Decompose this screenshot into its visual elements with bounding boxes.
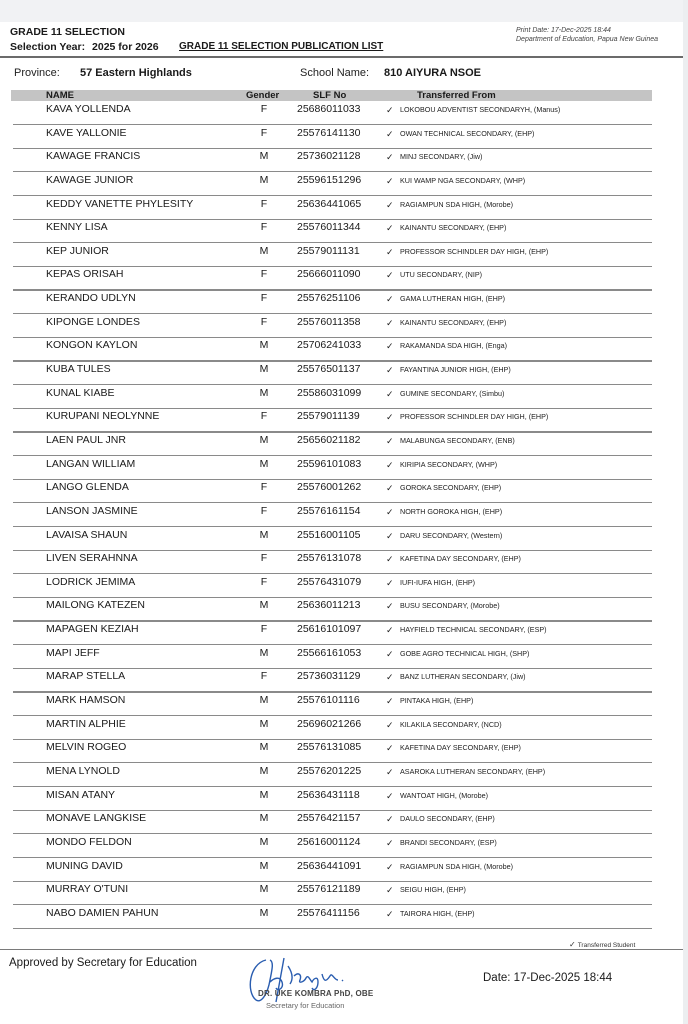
check-icon: ✓ [386, 175, 394, 186]
student-gender: M [259, 173, 269, 186]
student-name: LANGAN WILLIAM [46, 457, 136, 470]
student-name: MURRAY O'TUNI [46, 883, 129, 896]
student-gender: M [259, 812, 269, 825]
transferred-from: TAIRORA HIGH, (EHP) [400, 908, 475, 918]
province-value: 57 Eastern Highlands [80, 67, 192, 79]
table-row [0, 432, 683, 456]
student-gender: M [259, 599, 269, 612]
student-gender: F [260, 268, 268, 281]
viewer-edge [683, 0, 688, 1024]
student-slf-number: 25516001105 [297, 528, 361, 541]
transferred-from: MALABUNGA SECONDARY, (ENB) [400, 435, 515, 445]
check-icon: ✓ [386, 885, 394, 896]
transferred-from: BRANDI SECONDARY, (ESP) [400, 837, 497, 847]
school-label: School Name: [300, 67, 370, 79]
student-gender: M [259, 363, 269, 376]
school-value: 810 AIYURA NSOE [384, 67, 481, 79]
legend [569, 940, 635, 949]
column-header-name: NAME [46, 90, 74, 101]
student-gender: M [259, 835, 269, 848]
transferred-from: KAINANTU SECONDARY, (EHP) [400, 317, 507, 327]
student-slf-number: 25576011358 [297, 315, 361, 328]
table-row [0, 314, 683, 338]
check-icon: ✓ [386, 837, 394, 848]
table-row [0, 125, 683, 149]
student-slf-number: 25586031099 [297, 386, 362, 399]
check-icon: ✓ [386, 246, 394, 257]
check-icon: ✓ [386, 459, 394, 470]
transferred-from: WANTOAT HIGH, (Morobe) [400, 790, 488, 800]
check-icon: ✓ [386, 270, 394, 281]
student-name: KEPAS ORISAH [46, 268, 124, 281]
student-gender: M [259, 150, 269, 163]
transferred-from: RAKAMANDA SDA HIGH, (Enga) [400, 341, 508, 351]
student-name: KIPONGE LONDES [46, 315, 140, 328]
student-name: KENNY LISA [46, 221, 108, 234]
transferred-from: UTU SECONDARY, (NIP) [400, 270, 483, 280]
student-gender: M [259, 788, 269, 801]
table-row [0, 503, 683, 527]
student-name: LIVEN SERAHNNA [46, 552, 138, 565]
transferred-from: LOKOBOU ADVENTIST SECONDARYH, (Manus) [400, 105, 561, 114]
student-slf-number: 25656021182 [297, 433, 361, 446]
signature-block [244, 952, 424, 1022]
student-gender: F [260, 670, 268, 683]
transferred-from: GUMINE SECONDARY, (Simbu) [400, 388, 505, 398]
transferred-from: DAULO SECONDARY, (EHP) [400, 814, 495, 824]
student-slf-number: 25636011213 [297, 599, 361, 612]
check-icon: ✓ [569, 940, 576, 949]
student-name: KAVE YALLONIE [46, 126, 127, 139]
check-icon: ✓ [386, 317, 394, 328]
table-row [0, 290, 683, 314]
student-gender: M [259, 717, 269, 730]
check-icon: ✓ [386, 861, 394, 872]
student-gender: F [260, 103, 268, 115]
student-name: MAILONG KATEZEN [46, 599, 145, 612]
student-gender: M [259, 386, 269, 399]
student-name: LAVAISA SHAUN [46, 528, 128, 541]
check-icon: ✓ [386, 152, 394, 163]
transferred-from: OWAN TECHNICAL SECONDARY, (EHP) [400, 128, 535, 138]
table-row [0, 692, 683, 716]
student-name: MONAVE LANGKISE [46, 812, 147, 825]
check-icon: ✓ [386, 199, 394, 210]
student-name: KERANDO UDLYN [46, 292, 136, 305]
transferred-from: KILAKILA SECONDARY, (NCD) [400, 719, 502, 729]
student-name: LANGO GLENDA [46, 481, 129, 494]
transferred-from: KAFETINA DAY SECONDARY, (EHP) [400, 554, 521, 564]
student-slf-number: 25596151296 [297, 173, 362, 186]
check-icon: ✓ [386, 365, 394, 376]
table-row [0, 668, 683, 692]
publication-title: GRADE 11 SELECTION PUBLICATION LIST [179, 41, 384, 52]
student-name: NABO DAMIEN PAHUN [46, 906, 159, 919]
student-name: LAEN PAUL JNR [46, 433, 126, 446]
student-gender: M [259, 859, 269, 872]
table-row [0, 905, 683, 929]
student-name: KONGON KAYLON [46, 339, 138, 352]
check-icon: ✓ [386, 601, 394, 612]
transferred-from: KAFETINA DAY SECONDARY, (EHP) [400, 743, 521, 753]
student-name: MENA LYNOLD [46, 764, 120, 777]
document-page [0, 22, 683, 1024]
column-header-transferred-from: Transferred From [417, 90, 496, 101]
footer-divider [0, 949, 683, 950]
transferred-from: RAGIAMPUN SDA HIGH, (Morobe) [400, 199, 514, 209]
student-name: KEDDY VANETTE PHYLESITY [46, 197, 194, 210]
student-gender: F [260, 552, 268, 565]
province-label: Province: [14, 67, 60, 79]
student-name: LANSON JASMINE [46, 504, 138, 517]
table-row [0, 574, 683, 598]
check-icon: ✓ [386, 766, 394, 777]
transferred-from: KUI WAMP NGA SECONDARY, (WHP) [400, 175, 526, 185]
student-slf-number: 25736021128 [297, 150, 361, 163]
student-name: MARK HAMSON [46, 694, 126, 707]
table-row [0, 621, 683, 645]
table-row [0, 148, 683, 172]
table-row [0, 361, 683, 385]
table-row [0, 219, 683, 243]
student-slf-number: 25576201225 [297, 764, 362, 777]
student-slf-number: 25736031129 [297, 670, 361, 683]
table-row [0, 716, 683, 740]
table-row [0, 645, 683, 669]
column-header-gender: Gender [246, 90, 280, 101]
student-gender: M [259, 433, 269, 446]
student-slf-number: 25666011090 [297, 268, 361, 281]
student-slf-number: 25686011033 [297, 103, 361, 115]
transferred-from: GOBE AGRO TECHNICAL HIGH, (SHP) [400, 648, 530, 658]
table-row [0, 527, 683, 551]
student-gender: M [259, 457, 269, 470]
check-icon: ✓ [386, 530, 394, 541]
student-slf-number: 25576141130 [297, 126, 361, 139]
table-row [0, 858, 683, 882]
table-row [0, 881, 683, 905]
approval-date: Date: 17-Dec-2025 18:44 [483, 972, 613, 984]
transferred-from: KIRIPIA SECONDARY, (WHP) [400, 459, 498, 469]
student-slf-number: 25579011131 [297, 244, 360, 257]
student-gender: M [259, 906, 269, 919]
table-row [0, 337, 683, 361]
student-gender: F [260, 197, 268, 210]
check-icon: ✓ [386, 223, 394, 234]
student-name: KUNAL KIABE [46, 386, 115, 399]
table-row [0, 408, 683, 432]
table-row [0, 597, 683, 621]
student-gender: F [260, 315, 268, 328]
student-slf-number: 25576131078 [297, 552, 362, 565]
check-icon: ✓ [386, 719, 394, 730]
column-header-slf: SLF No [313, 90, 347, 101]
student-slf-number: 25636441091 [297, 859, 362, 872]
legend-label: Transferred Student [577, 942, 636, 949]
check-icon: ✓ [386, 743, 394, 754]
header-divider [0, 56, 683, 58]
check-icon: ✓ [386, 435, 394, 446]
student-gender: F [260, 504, 268, 517]
table-row [0, 810, 683, 834]
check-icon: ✓ [386, 790, 394, 801]
student-slf-number: 25596101083 [297, 457, 362, 470]
student-gender: F [260, 221, 268, 234]
check-icon: ✓ [386, 554, 394, 565]
signatory-role: Secretary for Education [266, 1001, 345, 1010]
student-slf-number: 25576411156 [297, 906, 360, 919]
signatory-name: DR. UKE KOMBRA PhD, OBE [258, 989, 374, 998]
check-icon: ✓ [386, 128, 394, 139]
student-gender: M [259, 244, 269, 257]
student-slf-number: 25576501137 [297, 363, 361, 376]
table-row [0, 787, 683, 811]
student-slf-number: 25616001124 [297, 835, 361, 848]
student-name: MARTIN ALPHIE [46, 717, 126, 730]
department-name: Department of Education, Papua New Guinea [516, 35, 659, 43]
transferred-from: GOROKA SECONDARY, (EHP) [400, 483, 502, 493]
table-row [0, 834, 683, 858]
check-icon: ✓ [386, 412, 394, 423]
student-gender: F [260, 481, 268, 494]
table-row [0, 739, 683, 763]
student-gender: M [259, 764, 269, 777]
transferred-from: IUFI-IUFA HIGH, (EHP) [400, 577, 476, 587]
check-icon: ✓ [386, 506, 394, 517]
student-gender: F [260, 623, 268, 636]
check-icon: ✓ [386, 696, 394, 707]
student-name: MUNING DAVID [46, 859, 123, 872]
student-slf-number: 25636441065 [297, 197, 362, 210]
table-row [0, 172, 683, 196]
student-name: MAPAGEN KEZIAH [46, 623, 139, 636]
student-name: KUBA TULES [46, 363, 111, 376]
table-row [0, 243, 683, 267]
student-gender: M [259, 646, 269, 659]
student-name: KURUPANI NEOLYNNE [46, 410, 160, 423]
student-gender: M [259, 694, 269, 707]
transferred-from: GAMA LUTHERAN HIGH, (EHP) [400, 294, 506, 304]
student-slf-number: 25576001262 [297, 481, 362, 494]
student-gender: F [260, 292, 268, 305]
student-slf-number: 25576251106 [297, 292, 361, 305]
check-icon: ✓ [386, 294, 394, 305]
print-date: Print Date: 17-Dec-2025 18:44 [516, 27, 611, 34]
student-slf-number: 25566161053 [297, 646, 362, 659]
check-icon: ✓ [386, 341, 394, 352]
transferred-from: PROFESSOR SCHINDLER DAY HIGH, (EHP) [400, 246, 549, 256]
table-row [0, 385, 683, 409]
transferred-from: BANZ LUTHERAN SECONDARY, (Jiw) [400, 672, 526, 682]
selection-year-label: Selection Year: [10, 41, 86, 53]
student-gender: M [259, 528, 269, 541]
transferred-from: BUSU SECONDARY, (Morobe) [400, 601, 500, 611]
table-row [0, 196, 683, 220]
student-slf-number: 25576161154 [297, 504, 361, 517]
student-slf-number: 25576431079 [297, 575, 362, 588]
table-header [11, 90, 652, 101]
student-slf-number: 25576011344 [297, 221, 361, 234]
approved-by: Approved by Secretary for Education [9, 957, 197, 969]
student-name: KEP JUNIOR [46, 244, 109, 257]
transferred-from: FAYANTINA JUNIOR HIGH, (EHP) [400, 365, 511, 375]
student-name: MELVIN ROGEO [46, 741, 127, 754]
table-row [0, 266, 683, 290]
transferred-from: MINJ SECONDARY, (Jiw) [400, 152, 483, 162]
table-row [0, 479, 683, 503]
table-row [0, 101, 683, 125]
student-slf-number: 25636431118 [297, 788, 360, 801]
check-icon: ✓ [386, 577, 394, 588]
student-slf-number: 25576131085 [297, 741, 362, 754]
transferred-from: PINTAKA HIGH, (EHP) [400, 696, 474, 706]
document-title: GRADE 11 SELECTION [10, 26, 125, 38]
student-name: MARAP STELLA [46, 670, 126, 683]
check-icon: ✓ [386, 625, 394, 636]
transferred-from: ASAROKA LUTHERAN SECONDARY, (EHP) [400, 766, 546, 776]
student-name: KAWAGE JUNIOR [46, 173, 134, 186]
transferred-from: HAYFIELD TECHNICAL SECONDARY, (ESP) [400, 625, 547, 635]
transferred-from: KAINANTU SECONDARY, (EHP) [400, 223, 507, 233]
selection-year-value: 2025 for 2026 [92, 41, 159, 53]
check-icon: ✓ [386, 388, 394, 399]
check-icon: ✓ [386, 483, 394, 494]
check-icon: ✓ [386, 648, 394, 659]
student-name: KAWAGE FRANCIS [46, 150, 141, 163]
student-name: MAPI JEFF [46, 646, 100, 659]
student-gender: M [259, 883, 269, 896]
check-icon: ✓ [386, 105, 394, 115]
student-gender: F [260, 575, 268, 588]
table-row [0, 550, 683, 574]
student-name: MONDO FELDON [46, 835, 132, 848]
transferred-from: PROFESSOR SCHINDLER DAY HIGH, (EHP) [400, 412, 549, 422]
table-row [0, 456, 683, 480]
student-slf-number: 25576101116 [297, 694, 360, 707]
student-slf-number: 25576421157 [297, 812, 361, 825]
transferred-from: DARU SECONDARY, (Western) [400, 530, 503, 540]
transferred-from: RAGIAMPUN SDA HIGH, (Morobe) [400, 861, 514, 871]
student-table [0, 101, 683, 928]
table-row [0, 763, 683, 787]
student-name: MISAN ATANY [46, 788, 116, 801]
student-slf-number: 25616101097 [297, 623, 362, 636]
print-info [516, 27, 658, 44]
transferred-from: NORTH GOROKA HIGH, (EHP) [400, 506, 503, 516]
check-icon: ✓ [386, 672, 394, 683]
student-gender: F [260, 126, 268, 139]
student-gender: M [259, 741, 269, 754]
student-slf-number: 25576121189 [297, 883, 361, 896]
selection-year [10, 41, 159, 53]
student-slf-number: 25579011139 [297, 410, 360, 423]
student-name: LODRICK JEMIMA [46, 575, 136, 588]
transferred-from: SEIGU HIGH, (EHP) [400, 885, 466, 895]
check-icon: ✓ [386, 908, 394, 919]
student-name: KAVA YOLLENDA [46, 103, 131, 115]
check-icon: ✓ [386, 814, 394, 825]
student-gender: F [260, 410, 268, 423]
student-gender: M [259, 339, 269, 352]
student-slf-number: 25696021266 [297, 717, 362, 730]
student-slf-number: 25706241033 [297, 339, 362, 352]
